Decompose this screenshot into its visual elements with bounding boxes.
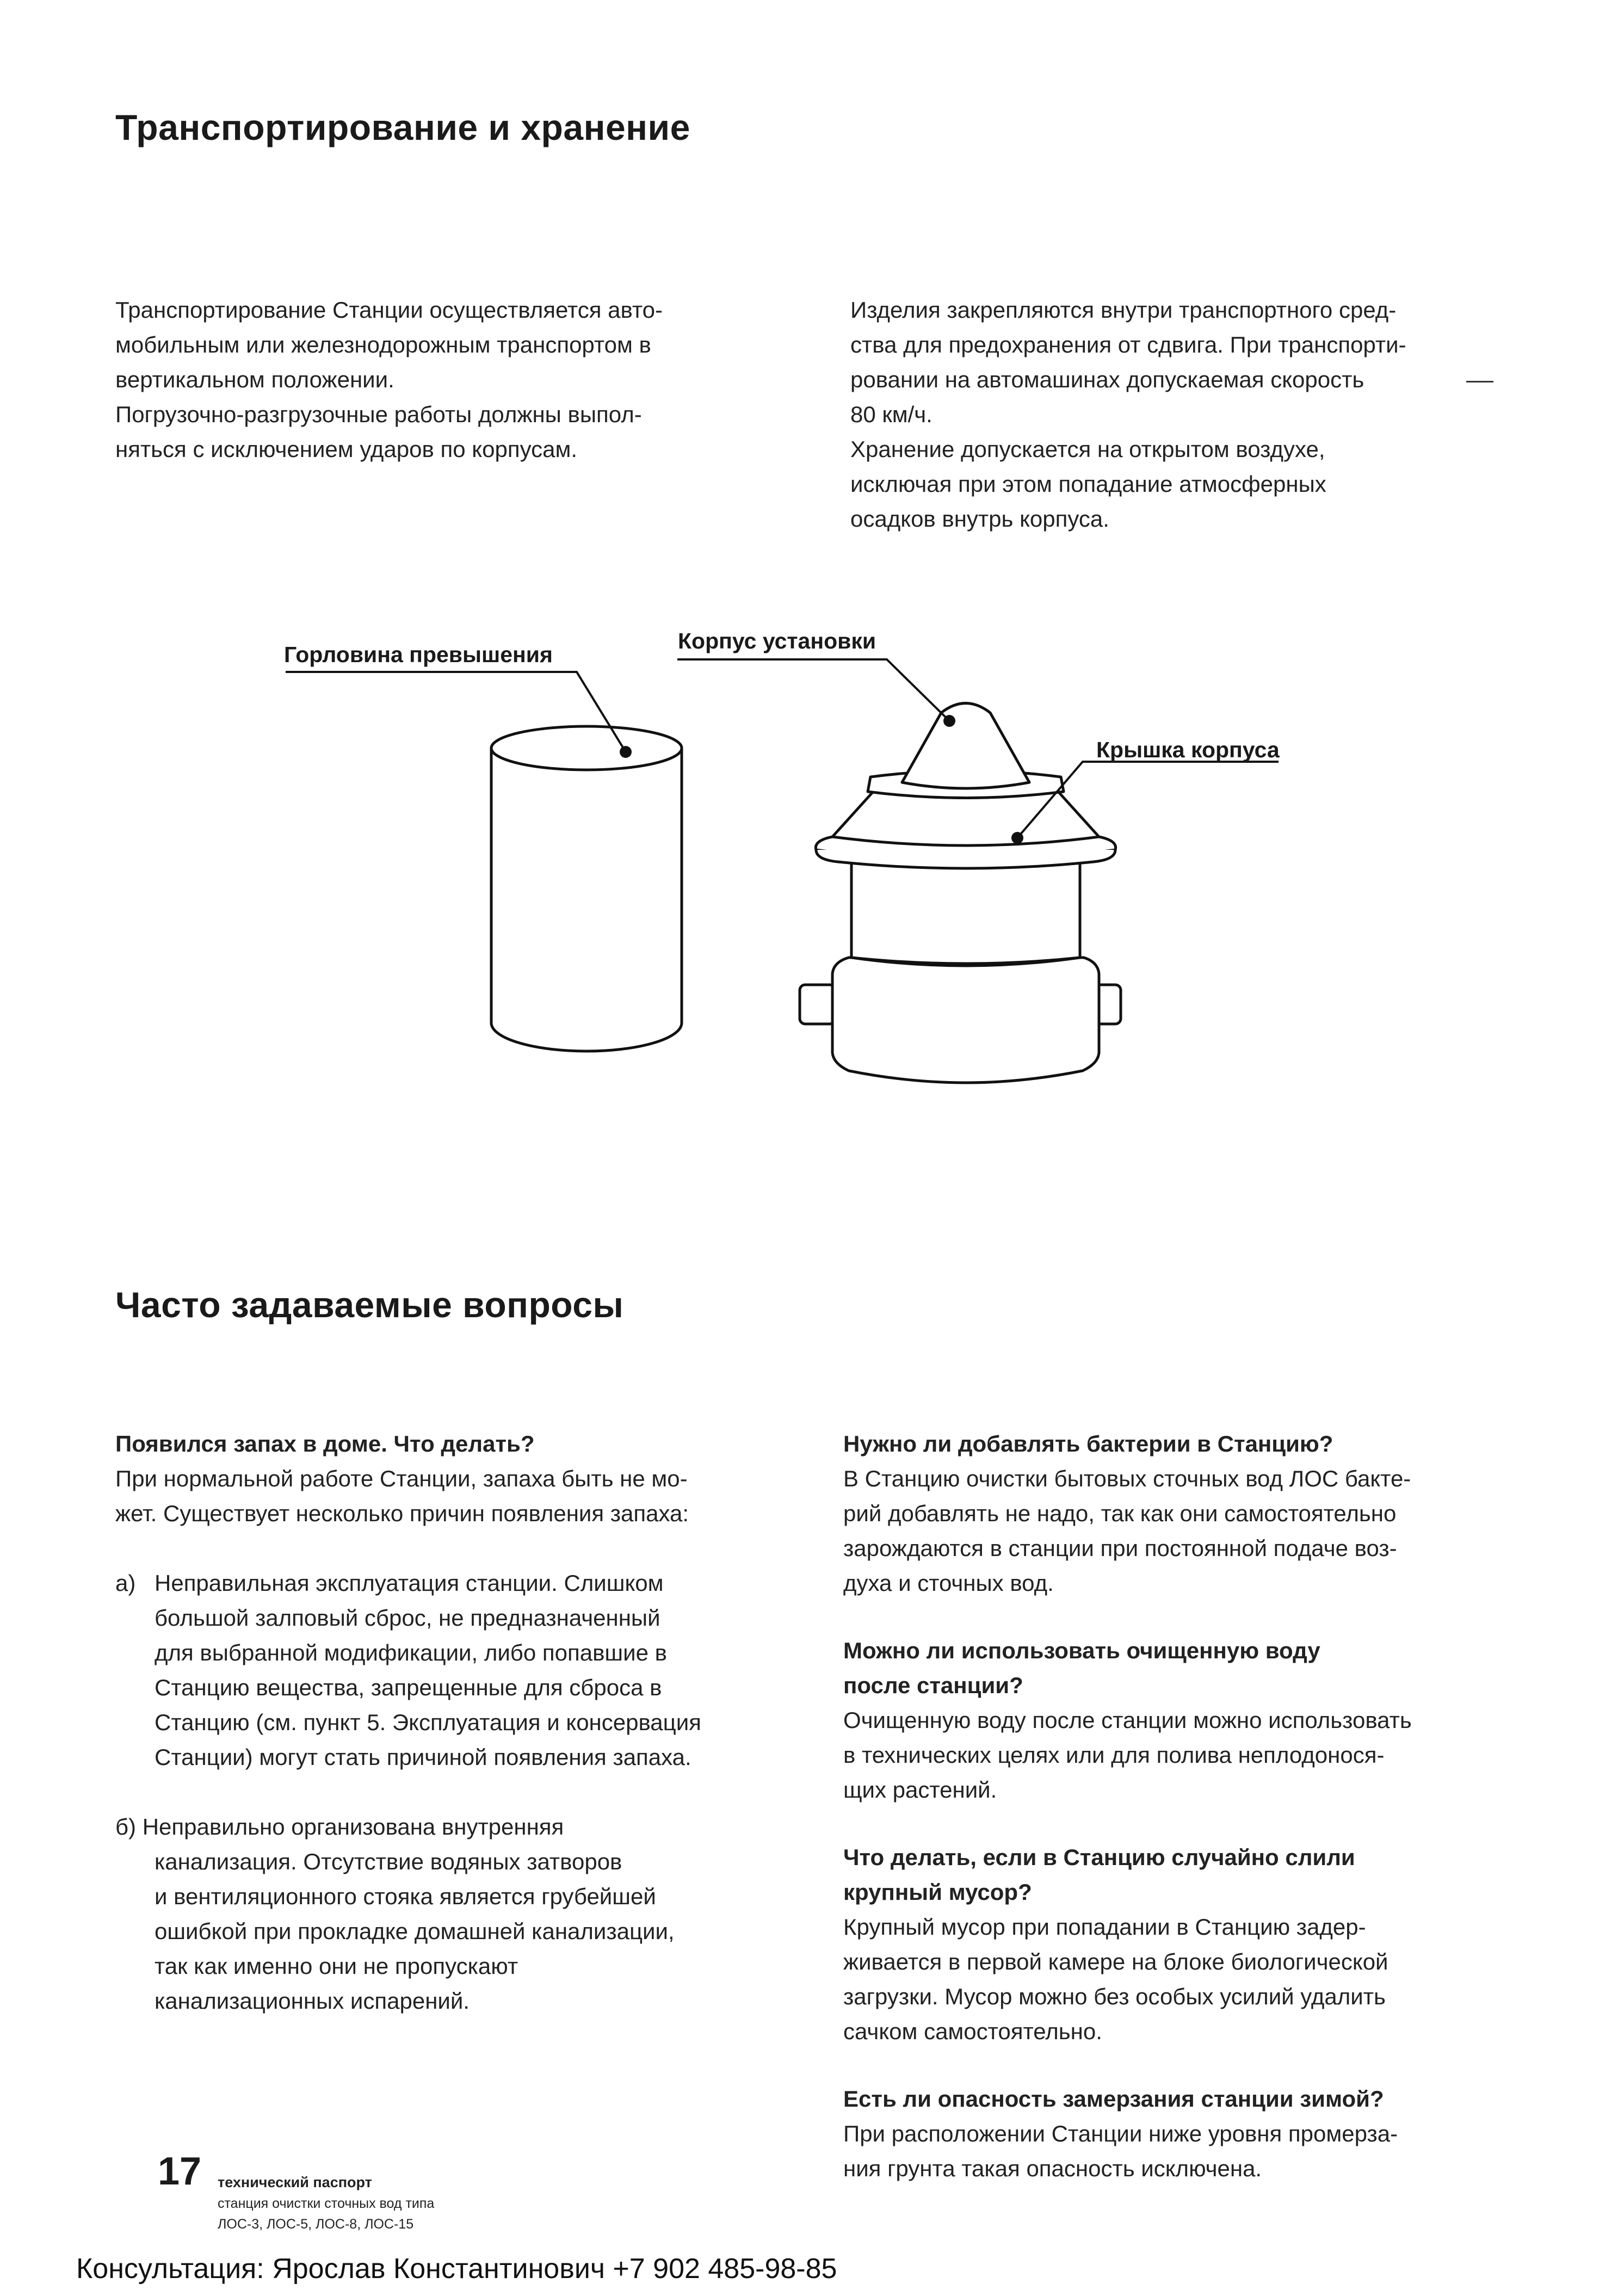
text-line: исключая при этом попадание атмосферных (850, 471, 1326, 497)
faq-left-column (115, 1427, 833, 2019)
text-line: Крупный мусор при попадании в Станцию задер- (843, 1914, 1366, 1940)
text-line: мобильным или железнодорожным транспортом в (115, 332, 651, 357)
text-line: осадков внутрь корпуса. (850, 506, 1109, 532)
text-line: живается в первой камере на блоке биологической (843, 1949, 1388, 1974)
text-line: Станцию вещества, запрещенные для сброса в (155, 1675, 662, 1700)
neck-cylinder-top (491, 726, 682, 770)
text-line: канализационных испарений. (155, 1988, 470, 2014)
text-line: духа и сточных вод. (843, 1570, 1054, 1596)
station-cone (902, 703, 1029, 789)
label-body: Корпус установки (678, 628, 876, 653)
faq-question: после станции? (843, 1672, 1023, 1698)
text-line: сачком самостоятельно. (843, 2019, 1102, 2044)
faq-question: крупный мусор? (843, 1879, 1032, 1905)
text-line: ния грунта такая опасность исключена. (843, 2156, 1262, 2181)
footer-line-2: станция очистки сточных вод типа (218, 2196, 435, 2211)
transport-paragraph-left (115, 293, 823, 467)
text-line: Неправильная эксплуатация станции. Слишком (155, 1570, 664, 1596)
text-line: ства для предохранения от сдвига. При транспорти- (850, 332, 1406, 357)
text-line: Очищенную воду после станции можно использовать (843, 1707, 1412, 1733)
transport-paragraph-right (850, 293, 1558, 536)
page-number: 17 (158, 2150, 202, 2193)
text-line: Транспортирование Станции осуществляется авто- (115, 297, 663, 323)
text-line: большой залповый сброс, не предназначенный (155, 1605, 660, 1631)
text-line: ровании на автомашинах допускаемая скорость (850, 367, 1364, 392)
text-line: и вентиляционного стояка является грубейшей (155, 1884, 656, 1909)
text-line: б) Неправильно организована внутренняя (115, 1814, 564, 1840)
text-line: загрузки. Мусор можно без особых усилий удалить (843, 1984, 1386, 2009)
text-line: канализация. Отсутствие водяных затворов (155, 1849, 622, 1874)
margin-dash (1466, 381, 1493, 382)
text-line: Станцию (см. пункт 5. Эксплуатация и консервация (155, 1709, 701, 1735)
faq-right-column (843, 1427, 1561, 2186)
station-pipe-left (800, 985, 835, 1024)
neck-cylinder (491, 748, 682, 1051)
station-illustration (0, 598, 1624, 1121)
faq-item (843, 1633, 1561, 1807)
leader-dot-body (943, 715, 955, 727)
faq-question: Можно ли использовать очищенную воду (843, 1638, 1320, 1663)
text-line: зарождаются в станции при постоянной подаче воз- (843, 1535, 1397, 1561)
faq-item (843, 1840, 1561, 2049)
consultation-contact: Консультация: Ярослав Константинович +7 902 485-98-85 (76, 2253, 837, 2285)
footer-caption (218, 2172, 434, 2235)
text-line: вертикальном положении. (115, 367, 394, 392)
text-line: ошибкой при прокладке домашней канализации, (155, 1918, 675, 1944)
text-line: в технических целях или для полива неплодонося- (843, 1742, 1385, 1768)
list-marker: а) (115, 1570, 136, 1596)
text-line: Погрузочно-разгрузочные работы должны выпол- (115, 402, 642, 427)
station-base (832, 958, 1099, 1083)
leader-dot-lid (1011, 832, 1023, 844)
faq-question: Появился запах в доме. Что делать? (115, 1431, 535, 1456)
text-line: рий добавлять не надо, так как они самостоятельно (843, 1501, 1397, 1526)
label-lid: Крышка корпуса (1096, 737, 1280, 762)
list-item-b (115, 1810, 833, 2019)
label-neck: Горловина превышения (284, 642, 553, 667)
text-line: Хранение допускается на открытом воздухе, (850, 436, 1325, 462)
text-line: Станции) могут стать причиной появления запаха. (155, 1744, 691, 1770)
list-item-a (115, 1566, 833, 1775)
footer-line-1: технический паспорт (218, 2174, 372, 2190)
faq-item (843, 2082, 1561, 2186)
leader-line-body (677, 659, 949, 721)
footer-line-3: ЛОС-3, ЛОС-5, ЛОС-8, ЛОС-15 (218, 2217, 414, 2232)
section-title-faq: Часто задаваемые вопросы (115, 1285, 624, 1325)
faq-question: Что делать, если в Станцию случайно слили (843, 1844, 1355, 1870)
text-line: няться с исключением ударов по корпусам. (115, 436, 578, 462)
section-title-transport: Транспортирование и хранение (115, 107, 690, 147)
text-line: жет. Существует несколько причин появления запаха: (115, 1501, 689, 1526)
leader-dot-neck (620, 746, 632, 758)
text-line: Изделия закрепляются внутри транспортного сред- (850, 297, 1397, 323)
faq-question: Нужно ли добавлять бактерии в Станцию? (843, 1431, 1333, 1456)
faq-question: Есть ли опасность замерзания станции зимой? (843, 2086, 1384, 2112)
text-line: щих растений. (843, 1777, 997, 1803)
faq-item (843, 1427, 1561, 1601)
text-line: 80 км/ч. (850, 402, 933, 427)
text-line: При расположении Станции ниже уровня промерза- (843, 2121, 1398, 2146)
text-line: так как именно они не пропускают (155, 1953, 518, 1979)
station-middle (851, 859, 1080, 966)
text-line: При нормальной работе Станции, запаха быть не мо- (115, 1466, 688, 1491)
text-line: В Станцию очистки бытовых сточных вод ЛОС бакте- (843, 1466, 1411, 1491)
text-line: для выбранной модификации, либо попавшие в (155, 1640, 667, 1665)
